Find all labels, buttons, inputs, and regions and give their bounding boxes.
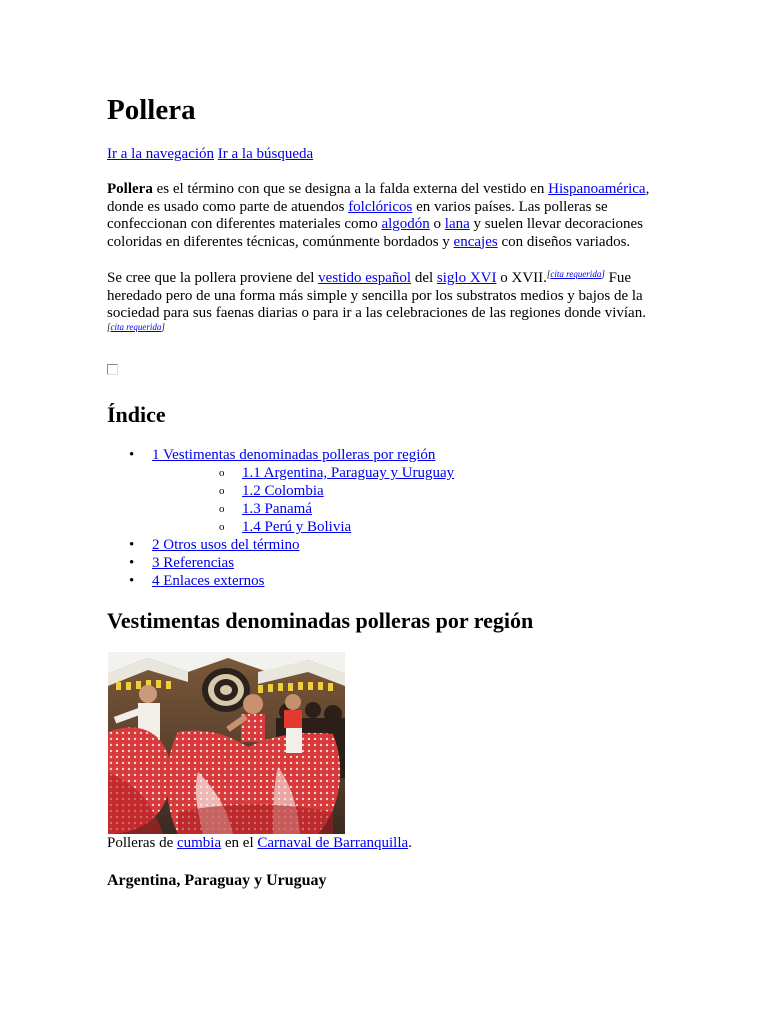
toc-subitem [152, 518, 454, 536]
origin-text-3: o XVII. [496, 270, 547, 286]
toc-link-1[interactable]: 1 Vestimentas denominadas polleras por región [152, 447, 436, 463]
toc-title: Índice [107, 402, 166, 427]
skip-links [107, 145, 313, 163]
origin-text-2: del [411, 270, 437, 286]
cumbia-dancers-photo[interactable] [108, 652, 345, 834]
skip-to-navigation-link[interactable]: Ir a la navegación [107, 146, 215, 162]
toc-link-3[interactable]: 3 Referencias [152, 555, 235, 571]
intro-text-5: y suelen llevar decoraciones coloridas en diferentes técnicas, comúnmente bordados y [107, 216, 644, 250]
caption-text-3: . [408, 835, 412, 851]
toc-subitem [152, 464, 454, 482]
intro-text-1: es el término con que se designa a la falda externa del vestido en [152, 181, 549, 197]
intro-text-6: con diseños variados. [497, 233, 631, 250]
photo-caption [107, 834, 412, 852]
link-encajes[interactable]: encajes [453, 233, 498, 250]
bullet-icon: • [129, 537, 135, 553]
toc-link-1-1[interactable]: 1.1 Argentina, Paraguay y Uruguay [242, 465, 455, 481]
toc-link-1-3[interactable]: 1.3 Panamá [242, 501, 312, 517]
link-lana[interactable]: lana [444, 216, 470, 232]
toc-link-1-2[interactable]: 1.2 Colombia [242, 483, 324, 499]
origin-text-4: Fue heredado pero de una forma más simple y sencilla por los substratos medios y bajos de la sociedad para sus faenas diarias o para ir a las celebraciones de las regiones donde vivían. [107, 270, 646, 321]
section-title: Vestimentas denominadas polleras por región [107, 608, 534, 633]
toc-subitem [152, 482, 454, 500]
caption-text-1: Polleras de [107, 835, 177, 851]
bullet-icon: • [129, 555, 135, 571]
circle-bullet-icon: o [219, 503, 225, 515]
intro-text-2: , donde es usado como parte de atuendos [107, 181, 650, 215]
origin-text-1: Se cree que la pollera proviene del [107, 270, 319, 286]
bullet-icon: • [129, 573, 135, 589]
citation-needed-1: [cita requerida] [546, 269, 605, 279]
citation-needed-link-2[interactable]: cita requerida [110, 321, 162, 332]
circle-bullet-icon: o [219, 521, 225, 533]
table-of-contents [107, 446, 454, 590]
link-folcloricos[interactable]: folclóricos [348, 198, 413, 215]
subsection-title: Argentina, Paraguay y Uruguay [107, 872, 327, 889]
broken-image-icon [107, 364, 118, 375]
bullet-icon: • [129, 447, 135, 463]
toc-link-1-4[interactable]: 1.4 Perú y Bolivia [242, 519, 352, 535]
toc-link-4[interactable]: 4 Enlaces externos [152, 573, 265, 589]
intro-text-4: o [429, 216, 445, 232]
intro-paragraph [107, 181, 652, 251]
page-title: Pollera [107, 94, 196, 126]
link-hispanoamerica[interactable]: Hispanoamérica [548, 181, 646, 197]
toc-item [107, 554, 454, 572]
skip-to-search-link[interactable]: Ir a la búsqueda [217, 146, 314, 162]
intro-text-3: en varios países. Las polleras se confeccionan con diferentes materiales como [107, 198, 608, 232]
link-vestido-espanol[interactable]: vestido español [318, 270, 412, 286]
origin-paragraph [107, 270, 652, 340]
intro-term: Pollera [107, 181, 153, 197]
caption-text-2: en el [221, 835, 258, 851]
link-carnaval-barranquilla[interactable]: Carnaval de Barranquilla [257, 835, 409, 851]
toc-subitem [152, 500, 454, 518]
link-algodon[interactable]: algodón [381, 216, 430, 232]
circle-bullet-icon: o [219, 467, 225, 479]
toc-item [107, 446, 454, 536]
circle-bullet-icon: o [219, 485, 225, 497]
citation-needed-2: [cita requerida] [107, 321, 165, 332]
link-cumbia[interactable]: cumbia [176, 835, 222, 851]
citation-needed-link-1[interactable]: cita requerida [550, 269, 602, 279]
toc-item [107, 536, 454, 554]
toc-link-2[interactable]: 2 Otros usos del término [152, 537, 300, 553]
link-siglo-xvi[interactable]: siglo XVI [436, 270, 497, 286]
photo-illustration [108, 652, 345, 834]
toc-sublist [152, 464, 454, 536]
toc-item [107, 572, 454, 590]
